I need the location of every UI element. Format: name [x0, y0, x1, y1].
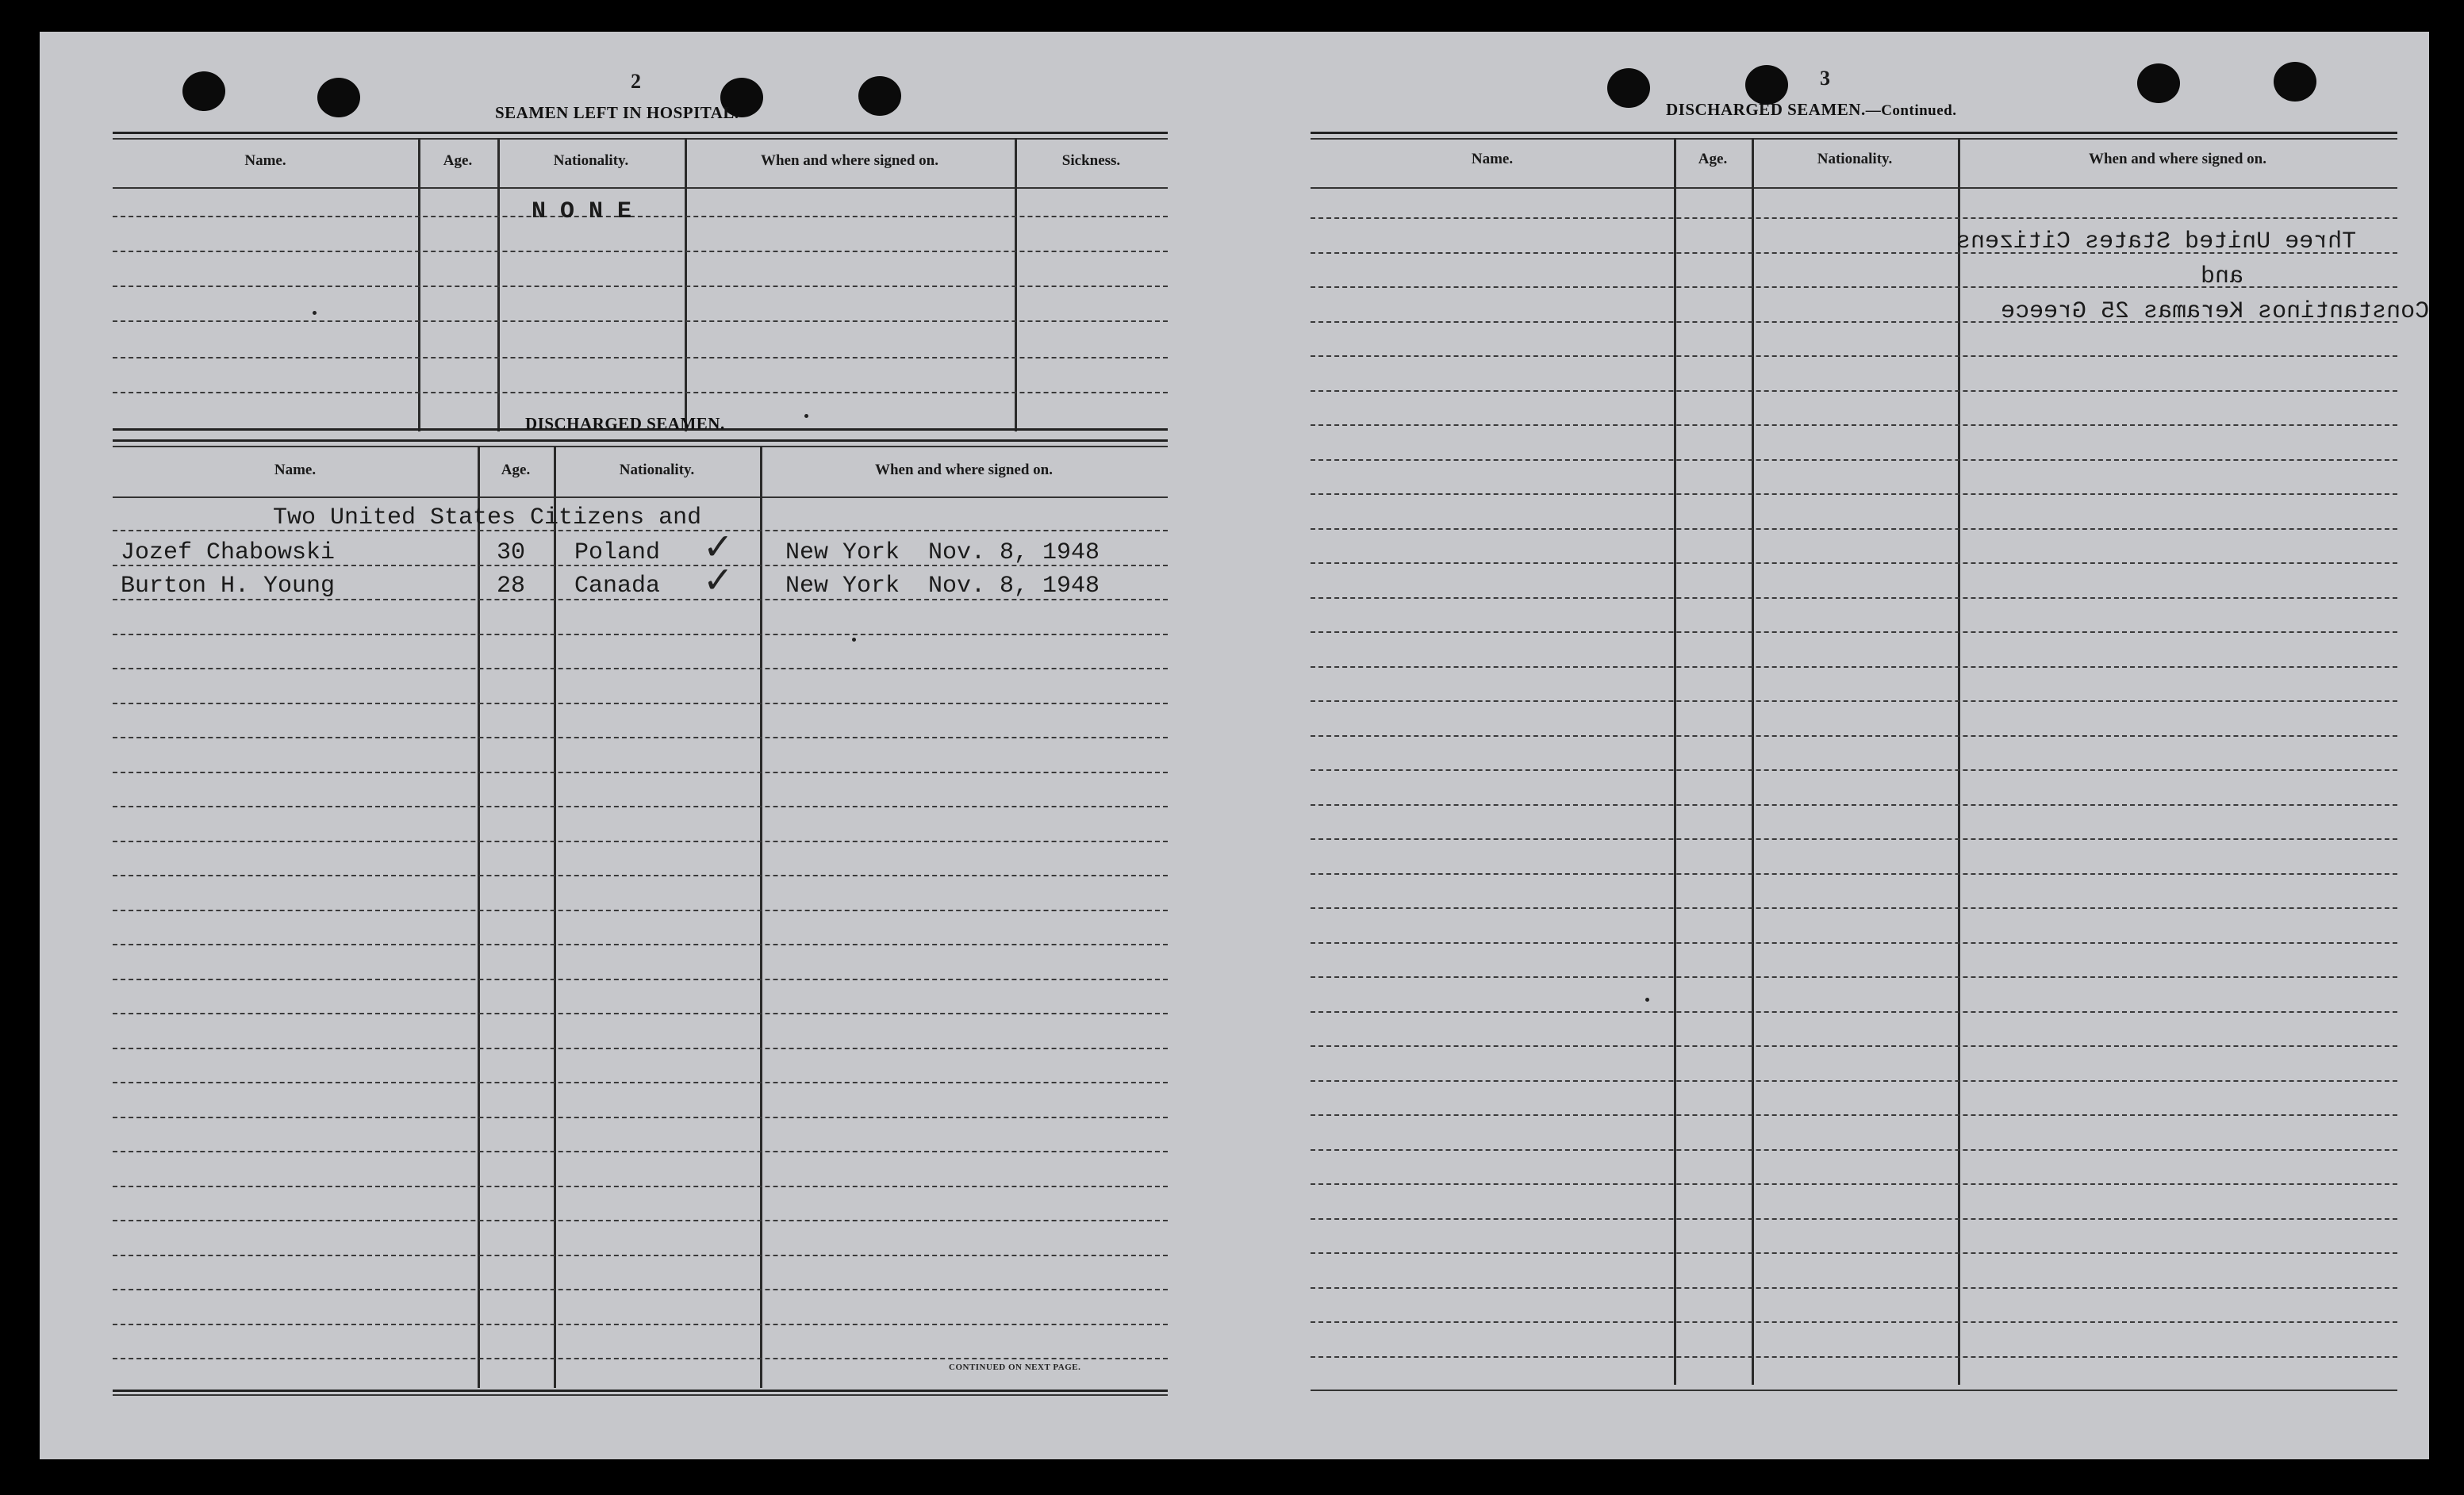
right-col-nationality: Nationality. — [1817, 151, 1893, 167]
discharged-col-divider — [478, 446, 480, 1388]
right-col-age: Age. — [1698, 151, 1728, 167]
continued-label: —Continued. — [1865, 102, 1957, 119]
ruled-line — [1311, 1080, 2397, 1082]
seaman-age: 30 — [497, 539, 526, 566]
ruled-line — [1311, 1114, 2397, 1116]
ruled-line — [113, 944, 1168, 945]
ruled-line — [1311, 942, 2397, 944]
ruled-line — [113, 703, 1168, 704]
right-header-rule — [1311, 187, 2397, 189]
ruled-line — [113, 1324, 1168, 1325]
hospital-col-divider — [418, 138, 420, 431]
ruled-line — [113, 392, 1168, 393]
ruled-line — [1311, 735, 2397, 737]
ruled-line — [113, 668, 1168, 669]
mirrored-line-text: and — [2201, 263, 2244, 290]
ruled-line — [1311, 873, 2397, 875]
ruled-line — [1311, 493, 2397, 495]
ruled-line — [113, 910, 1168, 911]
ruled-line — [113, 737, 1168, 738]
seaman-signed-on: New York Nov. 8, 1948 — [785, 573, 1100, 600]
discharged-table-top-rule — [113, 439, 1168, 442]
discharged-header-rule — [113, 496, 1168, 498]
mirrored-line — [1899, 201, 2356, 282]
mirrored-line-text: Constantinos Keramas 25 Greece — [2001, 298, 2430, 325]
discharged-table-bottom-rule — [113, 1394, 1168, 1396]
punch-hole — [2274, 62, 2316, 102]
ruled-line — [113, 1048, 1168, 1049]
document-page — [40, 32, 2429, 1459]
discharged-heading: DISCHARGED SEAMEN. — [525, 414, 725, 433]
ruled-line — [113, 1151, 1168, 1152]
seaman-nationality: Poland — [574, 539, 661, 566]
ruled-line — [113, 875, 1168, 876]
discharged-col-nationality: Nationality. — [619, 462, 695, 478]
ruled-line — [113, 1358, 1168, 1359]
page-number-left: 2 — [631, 70, 641, 93]
ruled-line — [1311, 597, 2397, 599]
mirrored-line-text: Three United States Citizens — [1956, 228, 2357, 255]
hospital-header-rule — [113, 187, 1168, 189]
ruled-line — [1311, 459, 2397, 461]
ruled-line — [113, 1117, 1168, 1118]
punch-hole — [858, 76, 901, 116]
ruled-line — [1311, 804, 2397, 806]
ruled-line — [1311, 976, 2397, 978]
seaman-name: Jozef Chabowski — [121, 539, 336, 566]
ruled-line — [1311, 700, 2397, 702]
discharged-col-signed-on: When and where signed on. — [874, 462, 1053, 478]
hospital-entry-none: N O N E — [532, 198, 632, 225]
discharged-table-bottom-rule — [113, 1390, 1168, 1392]
ruled-line — [1311, 528, 2397, 530]
ruled-line — [1311, 424, 2397, 426]
ruled-line — [1311, 769, 2397, 771]
ruled-line — [1311, 631, 2397, 633]
hospital-table-top-rule — [113, 132, 1168, 134]
hospital-col-divider — [685, 138, 687, 431]
hospital-col-divider — [497, 138, 500, 431]
discharged-col-divider — [554, 446, 556, 1388]
ruled-line — [113, 772, 1168, 773]
ruled-line — [1311, 562, 2397, 564]
ruled-line — [1311, 390, 2397, 392]
mirrored-line — [1944, 271, 2429, 352]
discharged-continued-heading — [1666, 100, 1956, 120]
ruled-line — [113, 841, 1168, 842]
intro-line: Two United States Citizens and — [273, 504, 702, 531]
hospital-col-sickness: Sickness. — [1061, 152, 1121, 169]
ruled-line — [113, 251, 1168, 252]
ink-speck — [1645, 998, 1649, 1002]
punch-hole — [2137, 63, 2180, 103]
right-table-top-rule — [1311, 132, 2397, 134]
hospital-col-name: Name. — [244, 152, 286, 169]
seaman-nationality: Canada — [574, 573, 661, 600]
discharged-continued-title: DISCHARGED SEAMEN. — [1666, 100, 1866, 119]
ruled-line — [1311, 907, 2397, 909]
seaman-name: Burton H. Young — [121, 573, 336, 600]
continued-footer: CONTINUED ON NEXT PAGE. — [949, 1363, 1081, 1372]
ruled-line — [1311, 355, 2397, 357]
ruled-line — [1311, 838, 2397, 840]
ruled-line — [113, 806, 1168, 807]
punch-hole — [1745, 65, 1788, 105]
check-mark-icon: ✓ — [703, 558, 734, 601]
right-col-divider — [1674, 138, 1676, 1385]
ink-speck — [852, 638, 856, 642]
ink-speck — [313, 311, 317, 315]
hospital-col-age: Age. — [443, 152, 473, 169]
ruled-line — [113, 1186, 1168, 1187]
ruled-line — [113, 1082, 1168, 1083]
ruled-line — [1311, 1011, 2397, 1013]
discharged-col-age: Age. — [501, 462, 531, 478]
ruled-line — [1311, 1287, 2397, 1289]
ruled-line — [1311, 1149, 2397, 1151]
ruled-line — [113, 286, 1168, 287]
discharged-table-top-rule — [113, 446, 1168, 447]
ruled-line — [113, 1013, 1168, 1014]
hospital-col-divider — [1015, 138, 1017, 431]
punch-hole — [317, 78, 360, 117]
ruled-line — [113, 634, 1168, 635]
punch-hole — [1607, 68, 1650, 108]
ruled-line — [1311, 1045, 2397, 1047]
ruled-line — [113, 1255, 1168, 1256]
page-number-right: 3 — [1820, 67, 1830, 90]
hospital-col-nationality: Nationality. — [553, 152, 629, 169]
ruled-line — [1311, 1218, 2397, 1220]
hospital-col-signed-on: When and where signed on. — [760, 152, 938, 169]
seaman-age: 28 — [497, 573, 526, 600]
ruled-line — [113, 1289, 1168, 1290]
ruled-line — [1311, 1183, 2397, 1185]
ruled-line — [1311, 666, 2397, 668]
ruled-line — [113, 357, 1168, 358]
right-col-divider — [1752, 138, 1754, 1385]
discharged-col-divider — [760, 446, 762, 1388]
check-mark-icon: ✓ — [703, 525, 734, 568]
discharged-col-name: Name. — [274, 462, 317, 478]
hospital-heading: SEAMEN LEFT IN HOSPITAL. — [495, 103, 739, 122]
right-col-signed-on: When and where signed on. — [2088, 151, 2266, 167]
punch-hole — [182, 71, 225, 111]
right-col-name: Name. — [1471, 151, 1514, 167]
ruled-line — [113, 979, 1168, 980]
ruled-line — [1311, 1356, 2397, 1358]
ink-speck — [804, 414, 808, 418]
ruled-line — [113, 320, 1168, 322]
ruled-line — [113, 1220, 1168, 1221]
right-table-top-rule — [1311, 138, 2397, 140]
right-table-bottom-rule — [1311, 1390, 2397, 1391]
seaman-signed-on: New York Nov. 8, 1948 — [785, 539, 1100, 566]
ruled-line — [113, 216, 1168, 217]
ruled-line — [1311, 1321, 2397, 1323]
hospital-table-top-rule — [113, 138, 1168, 140]
ruled-line — [1311, 1252, 2397, 1254]
